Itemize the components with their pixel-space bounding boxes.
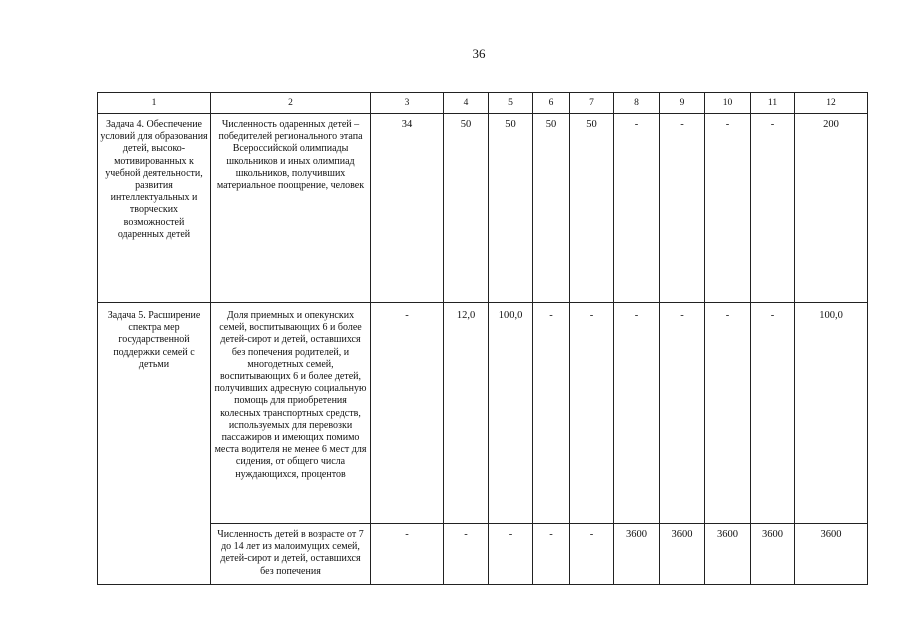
value-cell: 50 (489, 114, 533, 303)
value-cell: 3600 (614, 524, 660, 585)
value-cell: 100,0 (795, 303, 868, 524)
indicator-cell: Численность детей в возрасте от 7 до 14 лет из малоимущих семей, детей-сирот и детей, оставшихся без попечения (211, 524, 371, 585)
task-cell: Задача 4. Обеспечение условий для образования детей, высоко-мотивированных к учебной деятельности, развития интеллектуальных и творческих возможностей одаренных детей (98, 114, 211, 303)
value-cell: 50 (570, 114, 614, 303)
page-number: 36 (472, 46, 486, 61)
column-number-10: 10 (705, 93, 751, 114)
column-number-2: 2 (211, 93, 371, 114)
value-cell: 34 (371, 114, 444, 303)
column-number-6: 6 (533, 93, 570, 114)
value-cell: - (489, 524, 533, 585)
indicator-cell: Доля приемных и опекунских семей, воспитывающих 6 и более детей-сирот и детей, оставшихся без попечения родителей, и многодетных семей, воспитывающих 6 и более детей, получивших адресную социальную помощь для приобретения колесных транспортных средств, используемых для перевозки пассажиров и имеющих помимо места водителя не менее 6 мест для сидения, от общего числа нуждающихся, процентов (211, 303, 371, 524)
value-cell: - (751, 114, 795, 303)
value-cell: - (570, 303, 614, 524)
value-cell: 3600 (795, 524, 868, 585)
value-cell: 100,0 (489, 303, 533, 524)
value-cell: - (705, 114, 751, 303)
value-cell: 3600 (660, 524, 705, 585)
value-cell: 50 (533, 114, 570, 303)
value-cell: 3600 (705, 524, 751, 585)
value-cell: - (444, 524, 489, 585)
value-cell: - (614, 114, 660, 303)
column-number-11: 11 (751, 93, 795, 114)
value-cell: 50 (444, 114, 489, 303)
value-cell: - (751, 303, 795, 524)
value-cell: - (705, 303, 751, 524)
value-cell: - (371, 303, 444, 524)
value-cell: - (570, 524, 614, 585)
indicator-cell: Численность одаренных детей – победителей регионального этапа Всероссийской олимпиады школьников и иных олимпиад школьников, получивших материальное поощрение, человек (211, 114, 371, 303)
column-number-8: 8 (614, 93, 660, 114)
table-row (98, 114, 868, 303)
indicators-table (97, 92, 868, 585)
value-cell: 200 (795, 114, 868, 303)
column-number-5: 5 (489, 93, 533, 114)
value-cell: - (533, 524, 570, 585)
value-cell: - (533, 303, 570, 524)
column-number-4: 4 (444, 93, 489, 114)
value-cell: - (660, 114, 705, 303)
column-number-12: 12 (795, 93, 868, 114)
value-cell: - (371, 524, 444, 585)
column-number-1: 1 (98, 93, 211, 114)
value-cell: - (660, 303, 705, 524)
column-number-3: 3 (371, 93, 444, 114)
column-number-9: 9 (660, 93, 705, 114)
task-cell: Задача 5. Расширение спектра мер государственной поддержки семей с детьми (98, 303, 211, 585)
value-cell: 12,0 (444, 303, 489, 524)
table-row (98, 524, 868, 585)
value-cell: - (614, 303, 660, 524)
column-number-7: 7 (570, 93, 614, 114)
value-cell: 3600 (751, 524, 795, 585)
table-header-row (98, 93, 868, 114)
table-row (98, 303, 868, 524)
